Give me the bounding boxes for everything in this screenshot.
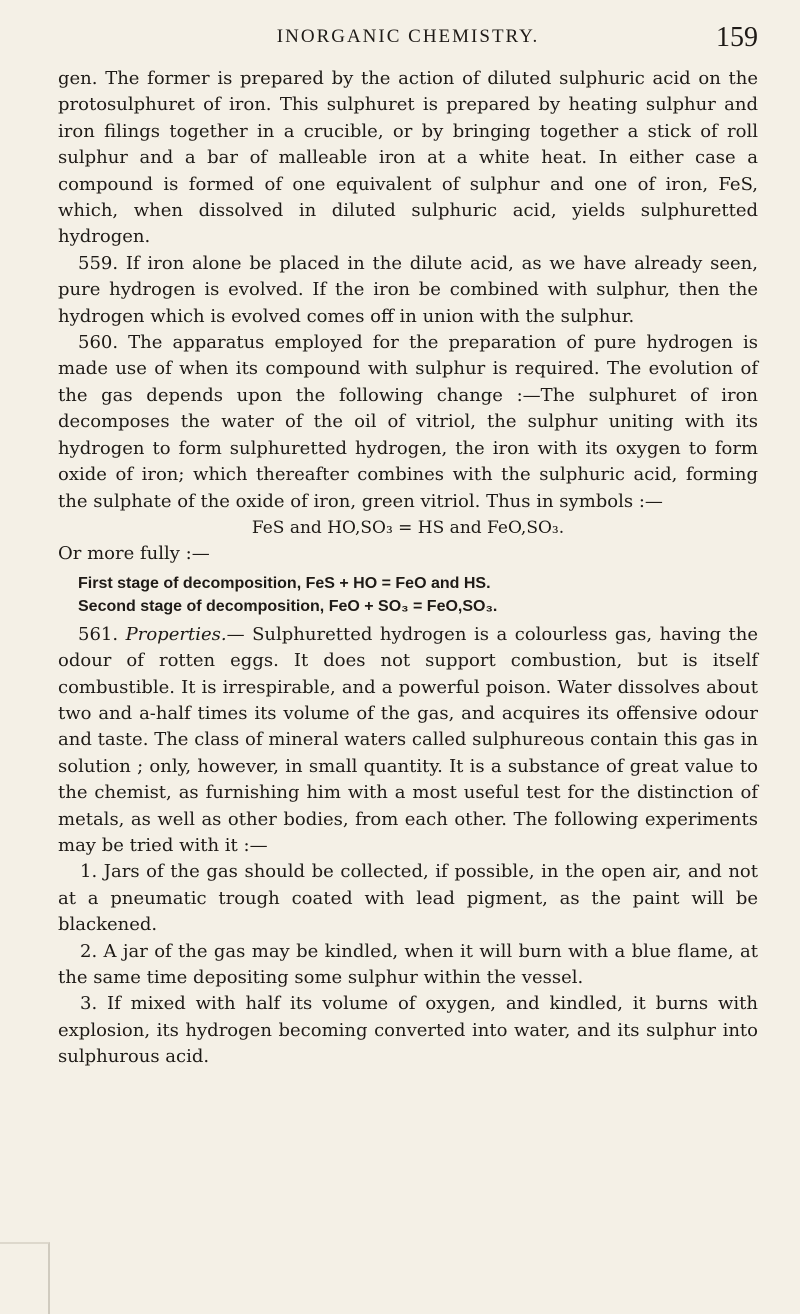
stage-first: First stage of decomposition, FeS + HO = FeO and HS. — [78, 574, 491, 592]
paragraph-561 — [58, 622, 758, 860]
page-header — [58, 22, 758, 62]
stage-second: Second stage of decomposition, FeO + SO₃ = FeO,SO₃. — [78, 597, 498, 615]
experiment-item-3: 3. If mixed with half its volume of oxygen, and kindled, it burns with explosion, its hydrogen becoming converted into water, and its sulphur into sulphurous acid. — [58, 993, 758, 1068]
experiment-item-1: 1. Jars of the gas should be collected, if possible, in the open air, and not at a pneumatic trough coated with lead pigment, as the paint will be blackened. — [58, 861, 758, 936]
page-body — [58, 66, 758, 1071]
paragraph-continued: gen. The former is prepared by the action of diluted sulphuric acid on the protosulphuret of iron. This sulphuret is prepared by heating sulphur and iron filings together in a crucible, or by bringing together a stick of roll sulphur and a bar of malleable iron at a white heat. In either case a compound is formed of one equivalent of sulphur and one of iron, FeS, which, when dissolved in diluted sulphuric acid, yields sulphuretted hydrogen. — [58, 68, 758, 248]
page-corner-mark — [0, 1242, 50, 1314]
paragraph-559: 559. If iron alone be placed in the dilute acid, as we have already seen, pure hydrogen is evolved. If the iron be combined with sulphur, then the hydrogen which is evolved comes off in union with the sulphur. — [58, 252, 758, 327]
running-head: INORGANIC CHEMISTRY. — [276, 26, 540, 47]
decomposition-stages — [78, 572, 758, 618]
experiment-item-2: 2. A jar of the gas may be kindled, when it will burn with a blue flame, at the same time depositing some sulphur within the vessel. — [58, 940, 758, 988]
paragraph-561-number: 561. — [78, 623, 119, 645]
formula-line: FeS and HO,SO₃ = HS and FeO,SO₃. — [251, 517, 565, 538]
paragraph-561-title: Properties. — [125, 623, 227, 645]
more-fully-line: Or more fully :— — [58, 543, 210, 565]
paragraph-561-text: — Sulphuretted hydrogen is a colourless gas, having the odour of rotten eggs. It does not support combustion, but is itself combustible. It is irrespirable, and a powerful poison. Water dissolves about two and a-half times its volume of the gas, and acquires its offensive odour and taste. The class of mineral waters called sulphureous contain this gas in solution ; only, however, in small quantity. It is a substance of great value to the chemist, as furnishing him with a most useful test for the distinction of metals, as well as other bodies, from each other. The following experiments may be tried with it :— — [58, 623, 758, 856]
page-number: 159 — [716, 22, 758, 53]
paragraph-560: 560. The apparatus employed for the preparation of pure hydrogen is made use of when its compound with sulphur is required. The evolution of the gas depends upon the following change :—The sulphuret of iron decomposes the water of the oil of vitriol, the sulphur uniting with its hydrogen to form sulphuretted hydrogen, the iron with its oxygen to form oxide of iron; which thereafter combines with the sulphuric acid, forming the sulphate of the oxide of iron, green vitriol. Thus in symbols :— — [58, 332, 758, 512]
